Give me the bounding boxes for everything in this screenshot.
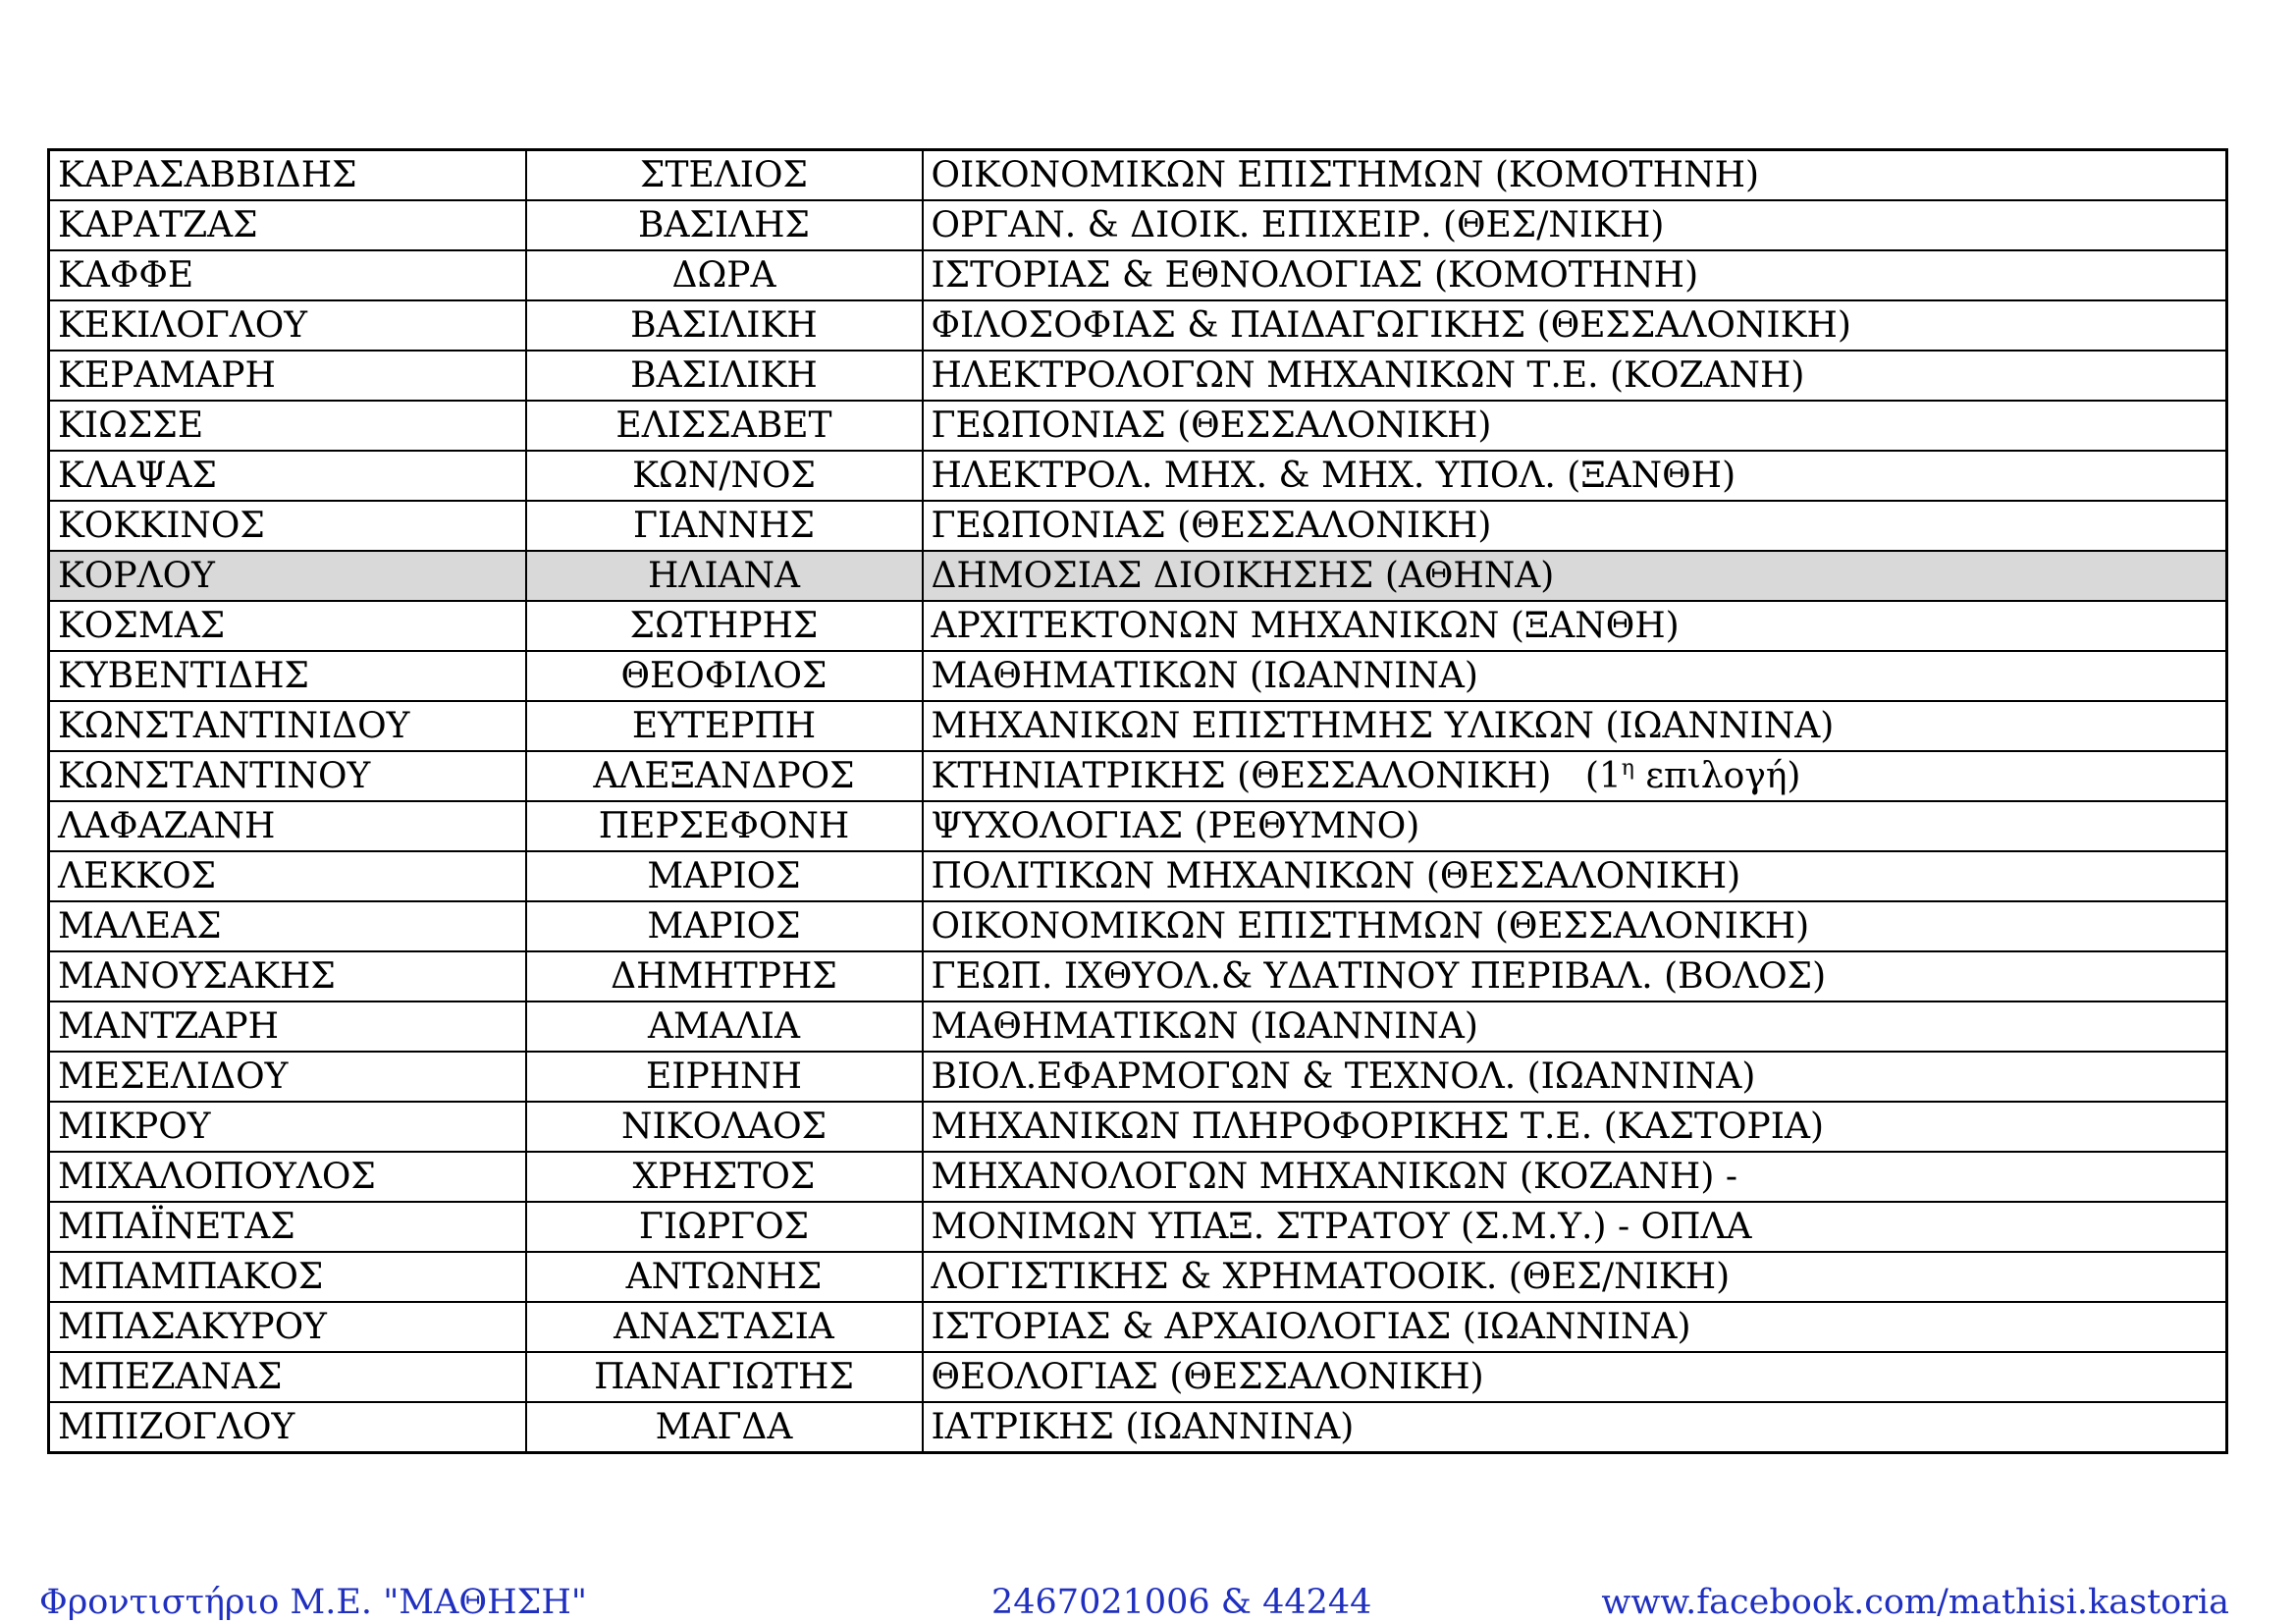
department-text: ΗΛΕΚΤΡΟΛΟΓΩΝ ΜΗΧΑΝΙΚΩΝ Τ.Ε. (ΚΟΖΑΝΗ) bbox=[931, 355, 1805, 396]
surname-cell: ΚΕΚΙΛΟΓΛΟΥ bbox=[49, 300, 526, 351]
first-name-cell: ΜΑΡΙΟΣ bbox=[526, 851, 923, 901]
table-row bbox=[49, 150, 2227, 201]
surname-cell: ΛΕΚΚΟΣ bbox=[49, 851, 526, 901]
table-row bbox=[49, 801, 2227, 851]
table-row bbox=[49, 951, 2227, 1001]
table-row bbox=[49, 351, 2227, 401]
department-cell bbox=[923, 1102, 2227, 1152]
department-text: ΛΟΓΙΣΤΙΚΗΣ & ΧΡΗΜΑΤΟΟΙΚ. (ΘΕΣ/ΝΙΚΗ) bbox=[931, 1257, 1731, 1297]
department-cell bbox=[923, 951, 2227, 1001]
table-row bbox=[49, 601, 2227, 651]
department-cell bbox=[923, 851, 2227, 901]
results-table-body bbox=[49, 150, 2227, 1453]
first-name-cell: ΑΝΤΩΝΗΣ bbox=[526, 1252, 923, 1302]
department-text: ΜΗΧΑΝΟΛΟΓΩΝ ΜΗΧΑΝΙΚΩΝ (ΚΟΖΑΝΗ) - bbox=[931, 1157, 1737, 1197]
table-row bbox=[49, 451, 2227, 501]
department-text: ΜΑΘΗΜΑΤΙΚΩΝ (ΙΩΑΝΝΙΝΑ) bbox=[931, 1006, 1478, 1047]
department-text: ΦΙΛΟΣΟΦΙΑΣ & ΠΑΙΔΑΓΩΓΙΚΗΣ (ΘΕΣΣΑΛΟΝΙΚΗ) bbox=[931, 305, 1851, 346]
surname-cell: ΛΑΦΑΖΑΝΗ bbox=[49, 801, 526, 851]
department-cell bbox=[923, 1352, 2227, 1402]
first-name-cell: ΑΛΕΞΑΝΔΡΟΣ bbox=[526, 751, 923, 801]
table-row bbox=[49, 1202, 2227, 1252]
surname-cell: ΜΠΑΪΝΕΤΑΣ bbox=[49, 1202, 526, 1252]
table-row bbox=[49, 651, 2227, 701]
first-name-cell: ΒΑΣΙΛΙΚΗ bbox=[526, 300, 923, 351]
table-row bbox=[49, 401, 2227, 451]
department-text: ΠΟΛΙΤΙΚΩΝ ΜΗΧΑΝΙΚΩΝ (ΘΕΣΣΑΛΟΝΙΚΗ) bbox=[931, 856, 1741, 896]
table-row bbox=[49, 1352, 2227, 1402]
first-name-cell: ΜΑΡΙΟΣ bbox=[526, 901, 923, 951]
surname-cell: ΜΠΕΖΑΝΑΣ bbox=[49, 1352, 526, 1402]
surname-cell: ΚΟΚΚΙΝΟΣ bbox=[49, 501, 526, 551]
surname-cell: ΜΙΚΡΟΥ bbox=[49, 1102, 526, 1152]
first-name-cell: ΗΛΙΑΝΑ bbox=[526, 551, 923, 601]
surname-cell: ΜΠΑΜΠΑΚΟΣ bbox=[49, 1252, 526, 1302]
department-cell bbox=[923, 801, 2227, 851]
department-text: ΘΕΟΛΟΓΙΑΣ (ΘΕΣΣΑΛΟΝΙΚΗ) bbox=[931, 1357, 1484, 1397]
table-row bbox=[49, 1102, 2227, 1152]
department-text: ΙΑΤΡΙΚΗΣ (ΙΩΑΝΝΙΝΑ) bbox=[931, 1407, 1355, 1447]
footer-facebook-link[interactable]: www.facebook.com/mathisi.kastoria bbox=[1601, 1583, 2229, 1622]
choice-note-open: (1 bbox=[1584, 756, 1622, 796]
department-text: ΟΙΚΟΝΟΜΙΚΩΝ ΕΠΙΣΤΗΜΩΝ (ΚΟΜΟΤΗΝΗ) bbox=[931, 155, 1760, 195]
department-cell bbox=[923, 1202, 2227, 1252]
department-text: ΜΑΘΗΜΑΤΙΚΩΝ (ΙΩΑΝΝΙΝΑ) bbox=[931, 656, 1478, 696]
department-text: ΙΣΤΟΡΙΑΣ & ΑΡΧΑΙΟΛΟΓΙΑΣ (ΙΩΑΝΝΙΝΑ) bbox=[931, 1307, 1691, 1347]
first-name-cell: ΑΝΑΣΤΑΣΙΑ bbox=[526, 1302, 923, 1352]
department-cell bbox=[923, 150, 2227, 201]
department-text: ΓΕΩΠ. ΙΧΘΥΟΛ.& ΥΔΑΤΙΝΟΥ ΠΕΡΙΒΑΛ. (ΒΟΛΟΣ) bbox=[931, 956, 1827, 997]
table-row bbox=[49, 501, 2227, 551]
surname-cell: ΜΑΝΤΖΑΡΗ bbox=[49, 1001, 526, 1052]
department-cell bbox=[923, 701, 2227, 751]
surname-cell: ΚΛΑΨΑΣ bbox=[49, 451, 526, 501]
department-text: ΜΗΧΑΝΙΚΩΝ ΠΛΗΡΟΦΟΡΙΚΗΣ Τ.Ε. (ΚΑΣΤΟΡΙΑ) bbox=[931, 1107, 1824, 1147]
first-name-cell: ΕΥΤΕΡΠΗ bbox=[526, 701, 923, 751]
department-text: ΨΥΧΟΛΟΓΙΑΣ (ΡΕΘΥΜΝΟ) bbox=[931, 806, 1420, 846]
surname-cell: ΜΑΛΕΑΣ bbox=[49, 901, 526, 951]
first-name-cell: ΒΑΣΙΛΗΣ bbox=[526, 200, 923, 250]
department-cell bbox=[923, 401, 2227, 451]
results-table bbox=[47, 148, 2228, 1454]
surname-cell: ΚΟΡΛΟΥ bbox=[49, 551, 526, 601]
department-cell bbox=[923, 250, 2227, 300]
first-name-cell: ΣΩΤΗΡΗΣ bbox=[526, 601, 923, 651]
department-cell bbox=[923, 601, 2227, 651]
department-text: ΜΗΧΑΝΙΚΩΝ ΕΠΙΣΤΗΜΗΣ ΥΛΙΚΩΝ (ΙΩΑΝΝΙΝΑ) bbox=[931, 706, 1835, 746]
surname-cell: ΚΑΡΑΣΑΒΒΙΔΗΣ bbox=[49, 150, 526, 201]
footer-phone: 2467021006 & 44244 bbox=[991, 1583, 1372, 1622]
first-name-cell: ΑΜΑΛΙΑ bbox=[526, 1001, 923, 1052]
department-cell bbox=[923, 901, 2227, 951]
department-text: ΓΕΩΠΟΝΙΑΣ (ΘΕΣΣΑΛΟΝΙΚΗ) bbox=[931, 506, 1492, 546]
first-name-cell: ΧΡΗΣΤΟΣ bbox=[526, 1152, 923, 1202]
surname-cell: ΜΠΙΖΟΓΛΟΥ bbox=[49, 1402, 526, 1453]
first-name-cell: ΚΩΝ/ΝΟΣ bbox=[526, 451, 923, 501]
department-text: ΑΡΧΙΤΕΚΤΟΝΩΝ ΜΗΧΑΝΙΚΩΝ (ΞΑΝΘΗ) bbox=[931, 606, 1680, 646]
department-cell bbox=[923, 1252, 2227, 1302]
table-row bbox=[49, 1052, 2227, 1102]
first-name-cell: ΣΤΕΛΙΟΣ bbox=[526, 150, 923, 201]
department-cell bbox=[923, 751, 2227, 801]
department-text: ΔΗΜΟΣΙΑΣ ΔΙΟΙΚΗΣΗΣ (ΑΘΗΝΑ) bbox=[931, 556, 1555, 596]
department-text: ΙΣΤΟΡΙΑΣ & ΕΘΝΟΛΟΓΙΑΣ (ΚΟΜΟΤΗΝΗ) bbox=[931, 255, 1699, 296]
surname-cell: ΚΩΝΣΤΑΝΤΙΝΟΥ bbox=[49, 751, 526, 801]
table-row bbox=[49, 250, 2227, 300]
table-row bbox=[49, 751, 2227, 801]
department-cell bbox=[923, 300, 2227, 351]
department-text: ΟΙΚΟΝΟΜΙΚΩΝ ΕΠΙΣΤΗΜΩΝ (ΘΕΣΣΑΛΟΝΙΚΗ) bbox=[931, 906, 1810, 947]
surname-cell: ΚΑΦΦΕ bbox=[49, 250, 526, 300]
first-name-cell: ΕΙΡΗΝΗ bbox=[526, 1052, 923, 1102]
first-name-cell: ΔΩΡΑ bbox=[526, 250, 923, 300]
table-row bbox=[49, 1402, 2227, 1453]
surname-cell: ΜΙΧΑΛΟΠΟΥΛΟΣ bbox=[49, 1152, 526, 1202]
department-cell bbox=[923, 1052, 2227, 1102]
first-name-cell: ΓΙΩΡΓΟΣ bbox=[526, 1202, 923, 1252]
surname-cell: ΜΑΝΟΥΣΑΚΗΣ bbox=[49, 951, 526, 1001]
department-cell bbox=[923, 451, 2227, 501]
first-name-cell: ΘΕΟΦΙΛΟΣ bbox=[526, 651, 923, 701]
department-cell bbox=[923, 351, 2227, 401]
department-cell bbox=[923, 1402, 2227, 1453]
first-name-cell: ΝΙΚΟΛΑΟΣ bbox=[526, 1102, 923, 1152]
surname-cell: ΚΙΩΣΣΕ bbox=[49, 401, 526, 451]
table-row bbox=[49, 200, 2227, 250]
surname-cell: ΚΕΡΑΜΑΡΗ bbox=[49, 351, 526, 401]
first-name-cell: ΒΑΣΙΛΙΚΗ bbox=[526, 351, 923, 401]
department-text: ΒΙΟΛ.ΕΦΑΡΜΟΓΩΝ & ΤΕΧΝΟΛ. (ΙΩΑΝΝΙΝΑ) bbox=[931, 1056, 1756, 1097]
department-cell bbox=[923, 1001, 2227, 1052]
table-row bbox=[49, 300, 2227, 351]
table-row bbox=[49, 551, 2227, 601]
table-row bbox=[49, 1302, 2227, 1352]
table-row bbox=[49, 1001, 2227, 1052]
department-text: ΗΛΕΚΤΡΟΛ. ΜΗΧ. & ΜΗΧ. ΥΠΟΛ. (ΞΑΝΘΗ) bbox=[931, 456, 1736, 496]
department-cell bbox=[923, 501, 2227, 551]
footer-school-name: Φροντιστήριο Μ.Ε. "ΜΑΘΗΣΗ" bbox=[39, 1583, 587, 1622]
first-name-cell: ΠΕΡΣΕΦΟΝΗ bbox=[526, 801, 923, 851]
first-name-cell: ΕΛΙΣΣΑΒΕΤ bbox=[526, 401, 923, 451]
department-cell bbox=[923, 200, 2227, 250]
surname-cell: ΚΑΡΑΤΖΑΣ bbox=[49, 200, 526, 250]
first-name-cell: ΓΙΑΝΝΗΣ bbox=[526, 501, 923, 551]
first-name-cell: ΠΑΝΑΓΙΩΤΗΣ bbox=[526, 1352, 923, 1402]
department-text: ΚΤΗΝΙΑΤΡΙΚΗΣ (ΘΕΣΣΑΛΟΝΙΚΗ) bbox=[931, 756, 1552, 796]
surname-cell: ΚΩΝΣΤΑΝΤΙΝΙΔΟΥ bbox=[49, 701, 526, 751]
choice-note-superscript: η bbox=[1621, 756, 1634, 781]
department-text: ΜΟΝΙΜΩΝ ΥΠΑΞ. ΣΤΡΑΤΟΥ (Σ.Μ.Υ.) - ΟΠΛΑ bbox=[931, 1207, 1752, 1247]
first-name-cell: ΔΗΜΗΤΡΗΣ bbox=[526, 951, 923, 1001]
surname-cell: ΜΕΣΕΛΙΔΟΥ bbox=[49, 1052, 526, 1102]
table-row bbox=[49, 851, 2227, 901]
department-cell bbox=[923, 551, 2227, 601]
table-row bbox=[49, 901, 2227, 951]
surname-cell: ΚΥΒΕΝΤΙΔΗΣ bbox=[49, 651, 526, 701]
table-row bbox=[49, 701, 2227, 751]
department-cell bbox=[923, 651, 2227, 701]
department-cell bbox=[923, 1302, 2227, 1352]
first-name-cell: ΜΑΓΔΑ bbox=[526, 1402, 923, 1453]
surname-cell: ΚΟΣΜΑΣ bbox=[49, 601, 526, 651]
choice-note-close: επιλογή) bbox=[1633, 756, 1801, 796]
department-cell bbox=[923, 1152, 2227, 1202]
department-text: ΓΕΩΠΟΝΙΑΣ (ΘΕΣΣΑΛΟΝΙΚΗ) bbox=[931, 406, 1492, 446]
surname-cell: ΜΠΑΣΑΚΥΡΟΥ bbox=[49, 1302, 526, 1352]
department-text: ΟΡΓΑΝ. & ΔΙΟΙΚ. ΕΠΙΧΕΙΡ. (ΘΕΣ/ΝΙΚΗ) bbox=[931, 205, 1665, 245]
table-row bbox=[49, 1152, 2227, 1202]
table-row bbox=[49, 1252, 2227, 1302]
